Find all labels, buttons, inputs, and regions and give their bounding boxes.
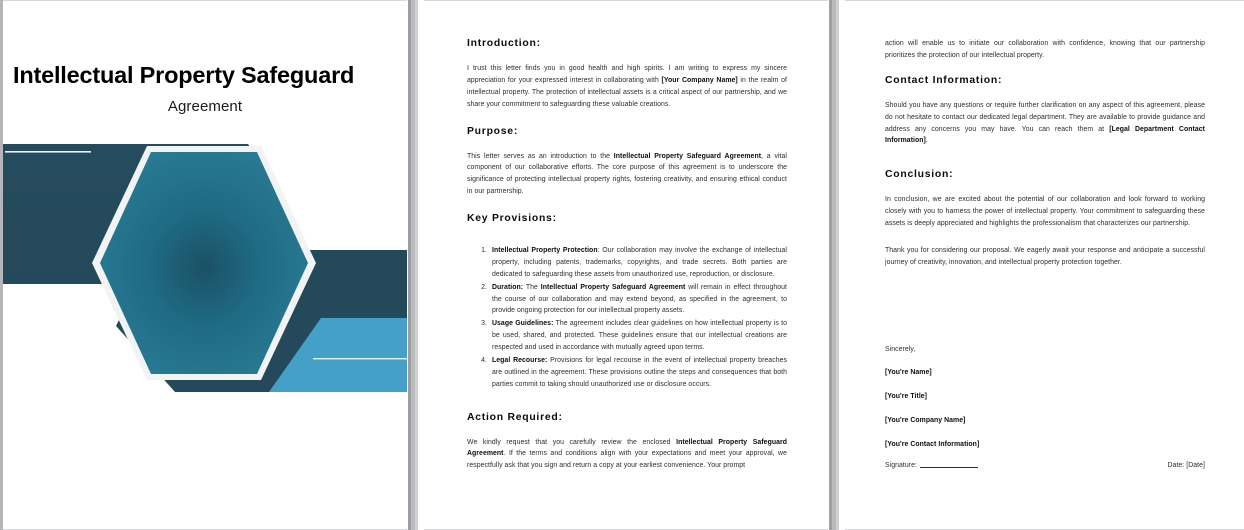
paragraph-continuation: action will enable us to initiate our collaboration with confidence, knowing that our partnership prioritizes the protection of our intellectual property.: [885, 40, 1205, 59]
action-agreement-name: Intellectual Property Safeguard Agreement: [467, 438, 788, 458]
navy-band-rule: [5, 151, 91, 153]
provision-1-text: : Our collaboration may involve the exchange of intellectual property, including patents, trademarks, copyrights, and trade secrets. Both parties are dedicated to safeguarding these assets from unauthorized use, reproduction, or disclosure.: [492, 247, 788, 278]
page-cover: [3, 0, 407, 530]
action-text-c: . If the terms and conditions align with your expectations and meet your approval, we respectfully ask that you sign and return a copy at your earliest convenience. Your prompt: [467, 450, 787, 470]
date-field: Date: [Date]: [1167, 462, 1205, 470]
heading-conclusion: Conclusion:: [885, 169, 954, 181]
provision-3-text: The agreement includes clear guidelines on how intellectual property is to be used, shared, and protected. These guidelines ensure that our intellectual creations are respected and used in accordance with mutually agreed upon terms.: [492, 320, 787, 351]
signature-title-placeholder: [You're Title]: [885, 393, 928, 401]
parallelogram-rule: [313, 358, 407, 359]
action-text-a: We kindly request that you carefully review the enclosed: [467, 438, 677, 446]
spacer: [467, 238, 787, 245]
page-two: [424, 0, 828, 530]
provision-4-text: Provisions for legal recourse in the event of intellectual property breaches are outlined in the agreement. These provisions outline the steps and consequences that both parties commit to taking should unauthorized use or disclosure occurs.: [492, 356, 787, 388]
provision-1-label: Intellectual Property Protection: [492, 247, 598, 254]
contact-placeholder-legal-department: [Legal Department Contact Information]: [885, 125, 1206, 145]
signature-date-row: [885, 462, 1205, 469]
spacer: [885, 162, 1205, 169]
contact-text-c: .: [925, 137, 928, 145]
provision-2-label: Duration:: [492, 283, 524, 291]
provision-item-1: [489, 245, 787, 281]
contact-text-a: Should you have any questions or require further clarification on any aspect of this agreement, please do not hesitate to contact our dedicated legal department. They are available to provide guidance and address any concerns you may have. You can reach them at: [885, 101, 1205, 133]
signature-rule: [920, 467, 978, 468]
page-three: [845, 0, 1244, 530]
paragraph-introduction: [467, 63, 787, 111]
signature-company-placeholder: [You're Company Name]: [885, 416, 966, 424]
provision-2-text-a: The: [523, 283, 541, 291]
spacer-signature: [885, 284, 1205, 344]
signature-contact-placeholder: [You're Contact Information]: [885, 440, 980, 448]
provision-item-4: [489, 355, 787, 391]
purpose-agreement-name: Intellectual Property Safeguard Agreement: [613, 152, 762, 160]
heading-purpose: Purpose:: [467, 125, 519, 137]
signature-field: [885, 462, 978, 469]
heading-key-provisions: Key Provisions:: [467, 213, 557, 224]
paragraph-conclusion-1: In conclusion, we are excited about the potential of our collaboration and look forward to working closely with you to harness the power of intellectual property. Your commitment to safeguarding these assets is deeply appreciated and highlights the professionalism that characterizes our partnership.: [885, 196, 1205, 227]
provision-4-label: Legal Recourse:: [492, 356, 548, 364]
signature-closing: Sincerely,: [885, 345, 916, 353]
cover-subtitle: Agreement: [167, 98, 243, 115]
heading-contact-information: Contact Information:: [885, 74, 1003, 86]
heading-introduction: Introduction:: [467, 38, 541, 49]
page-top-hairline: [845, 0, 1244, 1]
intro-text-a: I trust this letter finds you in good health and high spirits. I am writing to express my sincere appreciation for your expressed interest in collaborating with: [467, 65, 787, 84]
page-three-content: [885, 38, 1205, 469]
paragraph-contact-information: [885, 100, 1205, 148]
page-two-content: [467, 38, 787, 487]
provision-3-label: Usage Guidelines:: [492, 320, 554, 328]
cover-title: Intellectual Property Safeguard: [13, 62, 355, 88]
page-gutter-1: [407, 0, 424, 530]
purpose-text-c: , a vital component of our collaborative efforts. The core purpose of this agreement is to underscore the significance of protecting intellectual property rights, fostering creativity, and ensuring ethical conduct in our partnership.: [467, 152, 788, 196]
provision-2-agreement-name: Intellectual Property Safeguard Agreement: [540, 283, 686, 291]
paragraph-conclusion-2: Thank you for considering our proposal. We eagerly await your response and anticipate a successful journey of creativity, innovation, and intellectual property protection together.: [885, 246, 1205, 266]
provision-item-3: [489, 318, 787, 354]
page-top-hairline: [424, 0, 828, 1]
key-provisions-list: [467, 245, 787, 391]
intro-text-c: in the realm of intellectual property. The protection of intellectual assets is a critical aspect of our partnership, and we share your commitment to safeguarding these valuable creations.: [467, 76, 787, 108]
cover-hexagon-graphic: [3, 130, 407, 398]
signature-name-placeholder: [You're Name]: [885, 369, 932, 377]
provision-item-2: [489, 282, 787, 318]
paragraph-action-required: [467, 437, 787, 473]
heading-action-required: Action Required:: [467, 411, 563, 423]
intro-placeholder-company: [Your Company Name]: [661, 76, 738, 84]
signature-label: Signature:: [885, 462, 918, 470]
paragraph-purpose: [467, 151, 787, 199]
page-top-hairline: [3, 0, 407, 1]
spacer: [467, 405, 787, 412]
page-gutter-2: [828, 0, 845, 530]
purpose-text-a: This letter serves as an introduction to the: [467, 152, 614, 160]
provision-2-text-b: will remain in effect throughout the course of our collaboration and may extend beyond, as specified in the agreement, to provide ongoing protection for our intellectual property assets.: [492, 283, 787, 315]
